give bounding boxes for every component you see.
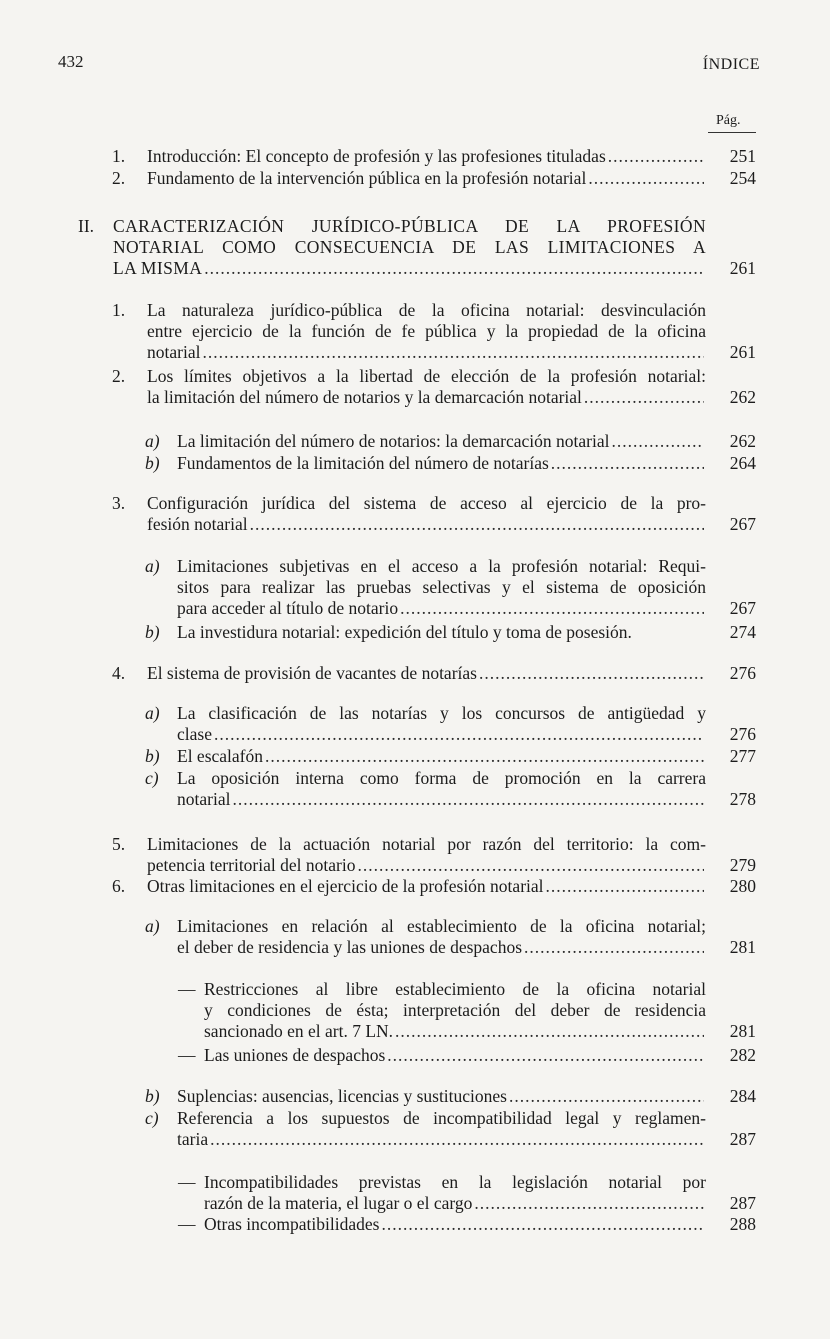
toc-entry-page: 282 <box>729 1045 756 1065</box>
toc-entry-last-line <box>204 1193 706 1214</box>
toc-entry-text-line: razón de la materia, el lugar o el cargo <box>204 1193 473 1213</box>
dot-leader <box>400 598 704 619</box>
dot-leader <box>509 1086 704 1107</box>
toc-entry <box>0 876 830 897</box>
toc-entry-page: 284 <box>729 1086 756 1106</box>
toc-entry-text-line: Fundamentos de la limitación del número de notarías <box>177 453 549 473</box>
toc-entry-text-line: La investidura notarial: expedición del título y toma de posesión. <box>177 622 632 642</box>
toc-entry-number: b) <box>145 622 160 642</box>
toc-entry-last-line <box>147 514 706 535</box>
toc-entry-text-line: La limitación del número de notarios: la demarcación notarial <box>177 431 610 451</box>
toc-entry-number: — <box>178 1045 196 1065</box>
toc-entry-last-line <box>204 1214 706 1235</box>
toc-entry-text-line: el deber de residencia y las uniones de despachos <box>177 937 523 957</box>
toc-entry-page: 261 <box>729 258 756 278</box>
toc-entry-page: 279 <box>729 855 756 875</box>
toc-entry <box>0 556 830 619</box>
toc-entry-page: 278 <box>729 789 756 809</box>
dot-leader <box>250 514 704 535</box>
dot-leader <box>381 1214 704 1235</box>
dot-leader <box>588 168 704 189</box>
toc-entry-page: 276 <box>729 663 756 683</box>
toc-entry-text-line: Limitaciones en relación al establecimiento de la oficina notarial; <box>177 916 706 936</box>
toc-entry-number: 5. <box>112 834 126 854</box>
toc-entry <box>0 703 830 745</box>
dot-leader <box>395 1021 704 1042</box>
toc-entry-text-line: Referencia a los supuestos de incompatibilidad legal y reglamen- <box>177 1108 706 1128</box>
page-number: 432 <box>58 52 84 71</box>
toc-entry <box>0 300 830 363</box>
dot-leader <box>210 1129 704 1150</box>
toc-entry-number: c) <box>145 1108 159 1128</box>
toc-entry-text-line: entre ejercicio de la función de fe pública y la propiedad de la oficina <box>147 321 706 341</box>
running-head: ÍNDICE <box>702 56 760 73</box>
toc-entry-page: 280 <box>729 876 756 896</box>
toc-entry-text-line: sancionado en el art. 7 LN. <box>204 1021 394 1041</box>
toc-entry-last-line <box>147 342 706 363</box>
toc-entry-text-line: La clasificación de las notarías y los concursos de antigüedad y <box>177 703 706 723</box>
toc-entry-text-line: notarial <box>177 789 231 809</box>
toc-entry-number: a) <box>145 916 160 936</box>
toc-entry <box>0 663 830 684</box>
toc-entry-number: 3. <box>112 493 126 513</box>
toc-entry <box>0 216 830 279</box>
toc-entry-number: a) <box>145 703 160 723</box>
toc-entry-number: b) <box>145 746 160 766</box>
toc-entry-text-line: Los límites objetivos a la libertad de elección de la profesión notarial: <box>147 366 706 386</box>
toc-entry-number: 1. <box>112 146 126 166</box>
toc-entry-text-line: notarial <box>147 342 201 362</box>
toc-entry-last-line <box>204 1021 706 1042</box>
toc-entry-text-line: Las uniones de despachos <box>204 1045 386 1065</box>
page-column-rule <box>708 132 756 133</box>
dot-leader <box>214 724 704 745</box>
toc-entry <box>0 493 830 535</box>
toc-entry-text-line: taria <box>177 1129 209 1149</box>
toc-entry-number: 1. <box>112 300 126 320</box>
toc-entry-page: 274 <box>729 622 756 642</box>
toc-entry-page: 276 <box>729 724 756 744</box>
toc-entry-number: c) <box>145 768 159 788</box>
toc-entry-last-line <box>177 746 706 767</box>
toc-entry-last-line <box>177 598 706 619</box>
toc-entry-text-line: Limitaciones subjetivas en el acceso a la profesión notarial: Requi- <box>177 556 706 576</box>
dot-leader <box>611 431 704 452</box>
toc-entry-last-line <box>177 1086 706 1107</box>
toc-entry-text-line: petencia territorial del notario <box>147 855 356 875</box>
toc-entry-page: 277 <box>729 746 756 766</box>
page-header <box>58 52 760 82</box>
toc-entry-text-line: Fundamento de la intervención pública en la profesión notarial <box>147 168 587 188</box>
dot-leader <box>524 937 704 958</box>
toc-entry-number: a) <box>145 431 160 451</box>
toc-entry-last-line <box>204 1045 706 1066</box>
toc-entry <box>0 168 830 189</box>
toc-entry-number: 2. <box>112 168 126 188</box>
toc-entry <box>0 979 830 1042</box>
toc-entry <box>0 768 830 810</box>
toc-entry <box>0 146 830 167</box>
dot-leader <box>546 876 704 897</box>
dot-leader <box>551 453 704 474</box>
toc-entry-page: 261 <box>729 342 756 362</box>
toc-entry <box>0 1172 830 1214</box>
dot-leader <box>265 746 704 767</box>
toc-entry-last-line <box>177 937 706 958</box>
toc-entry <box>0 834 830 876</box>
toc-entry <box>0 366 830 408</box>
toc-entry-text-line: El escalafón <box>177 746 263 766</box>
toc-entry-page: 287 <box>729 1129 756 1149</box>
toc-entry-number: 6. <box>112 876 126 896</box>
toc-entry-text-line: y condiciones de ésta; interpretación del deber de residencia <box>204 1000 706 1020</box>
toc-entry <box>0 1045 830 1066</box>
toc-entry-number: a) <box>145 556 160 576</box>
toc-entry-number: II. <box>78 216 95 236</box>
toc-entry-text-line: La oposición interna como forma de promoción en la carrera <box>177 768 706 788</box>
toc-entry-number: b) <box>145 1086 160 1106</box>
toc-entry <box>0 1086 830 1107</box>
toc-entry-last-line <box>177 1129 706 1150</box>
toc-entry-text-line: La naturaleza jurídico-pública de la oficina notarial: desvinculación <box>147 300 706 320</box>
toc-entry-last-line <box>147 168 706 189</box>
toc-entry-last-line <box>147 855 706 876</box>
dot-leader <box>202 342 704 363</box>
toc-entry-text-line: para acceder al título de notario <box>177 598 399 618</box>
toc-entry-number: — <box>178 979 196 999</box>
toc-entry-last-line <box>147 663 706 684</box>
toc-entry-text-line: sitos para realizar las pruebas selectivas y el sistema de oposición <box>177 577 706 597</box>
toc-entry-text-line: Restricciones al libre establecimiento de la oficina notarial <box>204 979 706 999</box>
toc-entry-text-line: Limitaciones de la actuación notarial por razón del territorio: la com- <box>147 834 706 854</box>
toc-entry-text-line: LA MISMA <box>113 258 203 278</box>
toc-entry-text-line: Otras incompatibilidades <box>204 1214 380 1234</box>
toc-entry-text-line: Suplencias: ausencias, licencias y sustituciones <box>177 1086 507 1106</box>
toc-entry-last-line <box>177 431 706 452</box>
toc-entry-last-line <box>147 876 706 897</box>
toc-entry-page: 254 <box>729 168 756 188</box>
toc-entry-text-line: Introducción: El concepto de profesión y las profesiones tituladas <box>147 146 606 166</box>
dot-leader <box>357 855 704 876</box>
page-column-label: Pág. <box>716 113 741 128</box>
toc-entry-page: 267 <box>729 514 756 534</box>
toc-entry-last-line <box>113 258 706 279</box>
dot-leader <box>584 387 704 408</box>
toc-entry-text-line: fesión notarial <box>147 514 248 534</box>
toc-entry-page: 281 <box>729 937 756 957</box>
toc-entry <box>0 1108 830 1150</box>
dot-leader <box>479 663 704 684</box>
toc-entry-last-line <box>177 622 706 643</box>
dot-leader <box>608 146 704 167</box>
toc-entry-page: 287 <box>729 1193 756 1213</box>
toc-entry-page: 262 <box>729 387 756 407</box>
toc-entry <box>0 622 830 643</box>
toc-entry <box>0 1214 830 1235</box>
toc-entry-page: 264 <box>729 453 756 473</box>
toc-entry-page: 267 <box>729 598 756 618</box>
toc-entry-text-line: Incompatibilidades previstas en la legislación notarial por <box>204 1172 706 1192</box>
toc-entry <box>0 453 830 474</box>
toc-entry <box>0 431 830 452</box>
toc-entry-number: b) <box>145 453 160 473</box>
toc-entry-text-line: la limitación del número de notarios y la demarcación notarial <box>147 387 582 407</box>
toc-entry-text-line: El sistema de provisión de vacantes de notarías <box>147 663 477 683</box>
toc-entry-page: 288 <box>729 1214 756 1234</box>
toc-entry-page: 251 <box>729 146 756 166</box>
toc-entry-number: — <box>178 1172 196 1192</box>
toc-entry-last-line <box>177 789 706 810</box>
dot-leader <box>387 1045 704 1066</box>
toc-entry-text-line: NOTARIAL COMO CONSECUENCIA DE LAS LIMITACIONES A <box>113 237 706 257</box>
dot-leader <box>204 258 704 279</box>
toc-entry-number: — <box>178 1214 196 1234</box>
toc-entry-text-line: Otras limitaciones en el ejercicio de la profesión notarial <box>147 876 544 896</box>
toc-entry-page: 262 <box>729 431 756 451</box>
dot-leader <box>474 1193 704 1214</box>
toc-entry-number: 2. <box>112 366 126 386</box>
toc-entry <box>0 916 830 958</box>
toc-entry-text-line: clase <box>177 724 212 744</box>
toc-entry-last-line <box>147 146 706 167</box>
toc-entry-last-line <box>177 453 706 474</box>
toc-entry-text-line: Configuración jurídica del sistema de acceso al ejercicio de la pro- <box>147 493 706 513</box>
toc-entry-number: 4. <box>112 663 126 683</box>
toc-entry-page: 281 <box>729 1021 756 1041</box>
toc-entry-text-line: CARACTERIZACIÓN JURÍDICO-PÚBLICA DE LA PROFESIÓN <box>113 216 706 236</box>
dot-leader <box>232 789 704 810</box>
toc-entry-last-line <box>177 724 706 745</box>
toc-entry <box>0 746 830 767</box>
toc-entry-last-line <box>147 387 706 408</box>
